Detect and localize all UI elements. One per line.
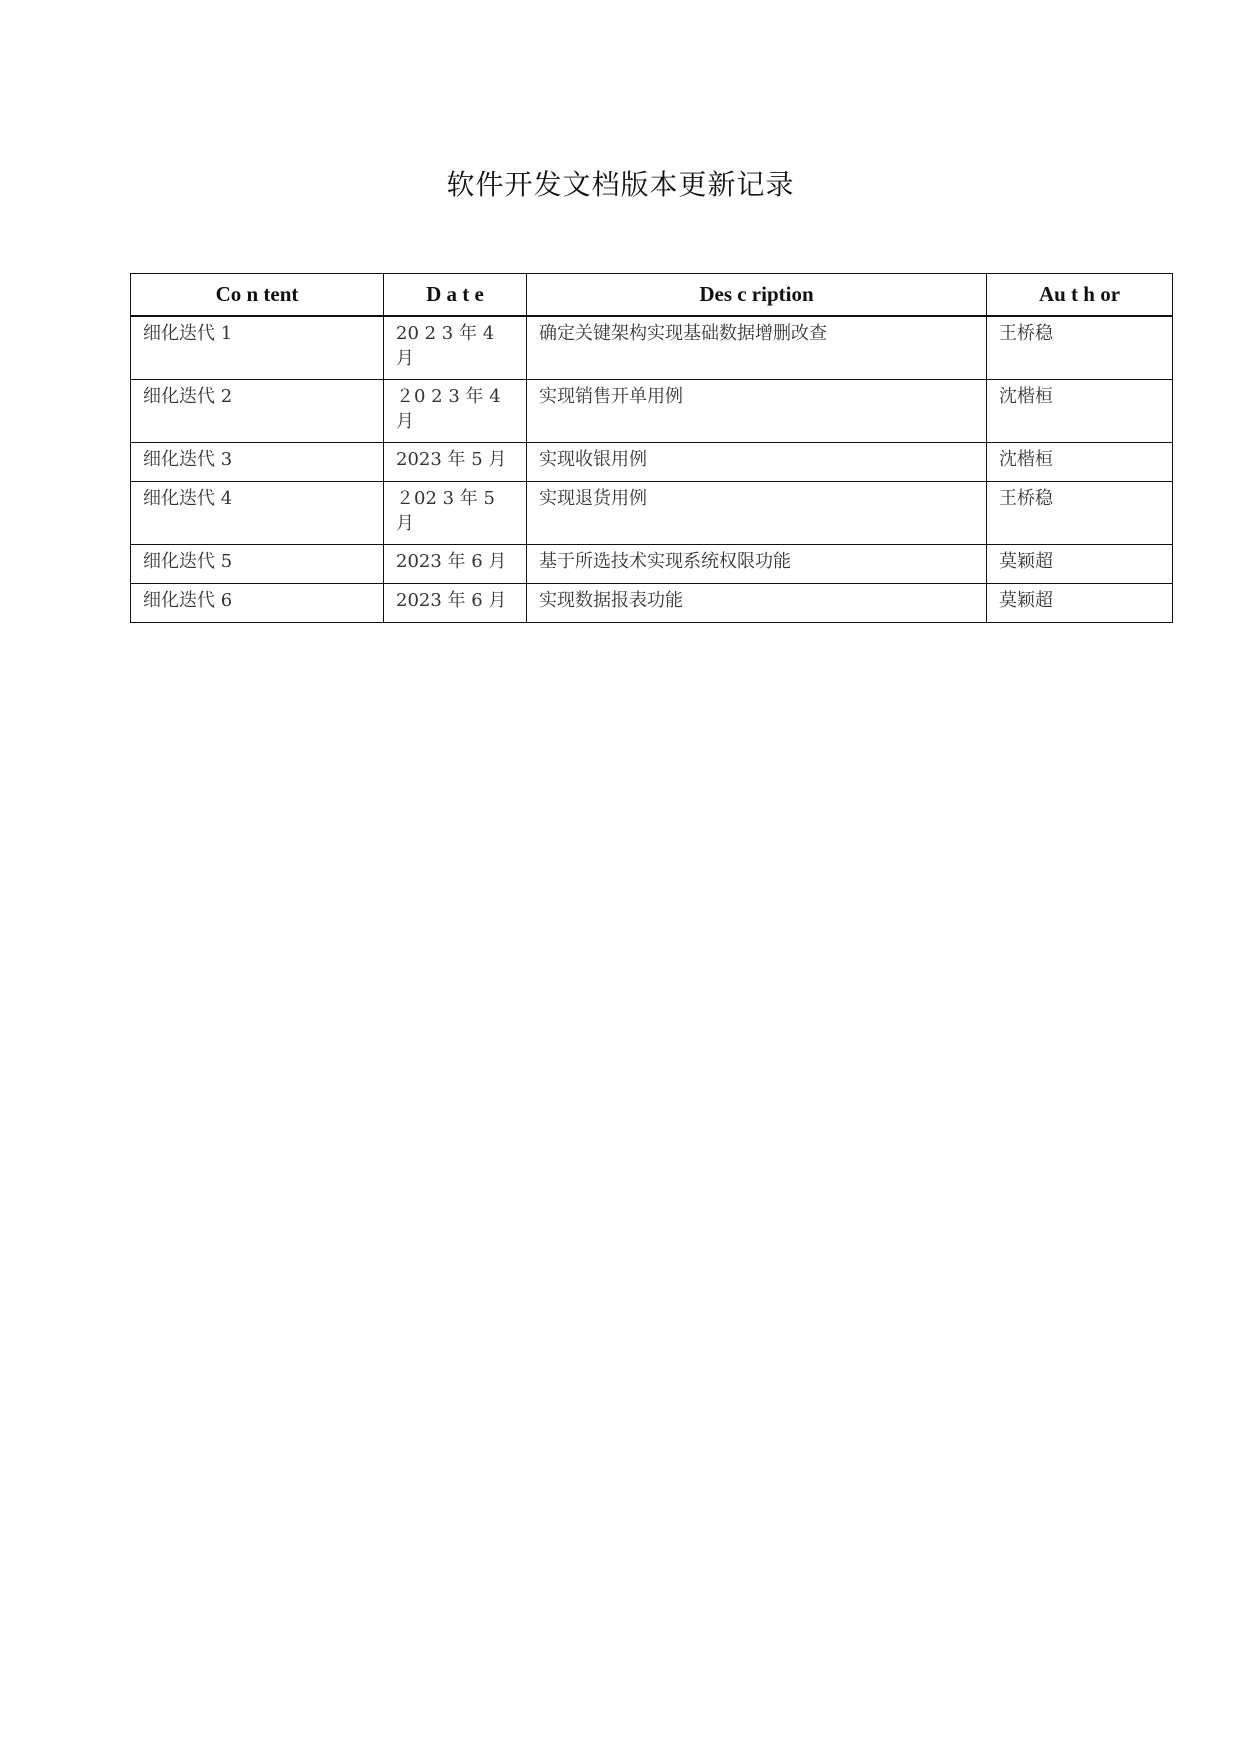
table-row xyxy=(131,443,1173,482)
cell-author: 莫颖超 xyxy=(987,584,1173,623)
cell-description: 基于所选技术实现系统权限功能 xyxy=(527,545,987,584)
cell-date: ２02 3 年 5 月 xyxy=(384,482,527,545)
cell-content: 细化迭代 1 xyxy=(131,316,384,380)
cell-content: 细化迭代 2 xyxy=(131,380,384,443)
cell-author: 王桥稳 xyxy=(987,316,1173,380)
cell-content: 细化迭代 6 xyxy=(131,584,384,623)
cell-date: 2023 年 5 月 xyxy=(384,443,527,482)
cell-description: 实现数据报表功能 xyxy=(527,584,987,623)
page-title: 软件开发文档版本更新记录 xyxy=(446,168,795,201)
table-row xyxy=(131,584,1173,623)
header-author: Au t h or xyxy=(987,274,1173,317)
cell-description: 确定关键架构实现基础数据增删改查 xyxy=(527,316,987,380)
header-description: Des c ription xyxy=(527,274,987,317)
cell-date: ２0 2 3 年 4 月 xyxy=(384,380,527,443)
cell-date: 2023 年 6 月 xyxy=(384,584,527,623)
cell-author: 莫颖超 xyxy=(987,545,1173,584)
cell-content: 细化迭代 4 xyxy=(131,482,384,545)
cell-author: 沈楷桓 xyxy=(987,443,1173,482)
cell-author: 沈楷桓 xyxy=(987,380,1173,443)
cell-description: 实现收银用例 xyxy=(527,443,987,482)
cell-description: 实现销售开单用例 xyxy=(527,380,987,443)
table-row xyxy=(131,316,1173,380)
table-row xyxy=(131,482,1173,545)
cell-description: 实现退货用例 xyxy=(527,482,987,545)
revision-history-table xyxy=(130,273,1173,623)
cell-date: 2023 年 6 月 xyxy=(384,545,527,584)
table-row xyxy=(131,545,1173,584)
cell-date: 20 2 3 年 4 月 xyxy=(384,316,527,380)
cell-author: 王桥稳 xyxy=(987,482,1173,545)
table-header-row xyxy=(131,274,1173,317)
header-date: D a t e xyxy=(384,274,527,317)
cell-content: 细化迭代 5 xyxy=(131,545,384,584)
table-row xyxy=(131,380,1173,443)
cell-content: 细化迭代 3 xyxy=(131,443,384,482)
header-content: Co n tent xyxy=(131,274,384,317)
